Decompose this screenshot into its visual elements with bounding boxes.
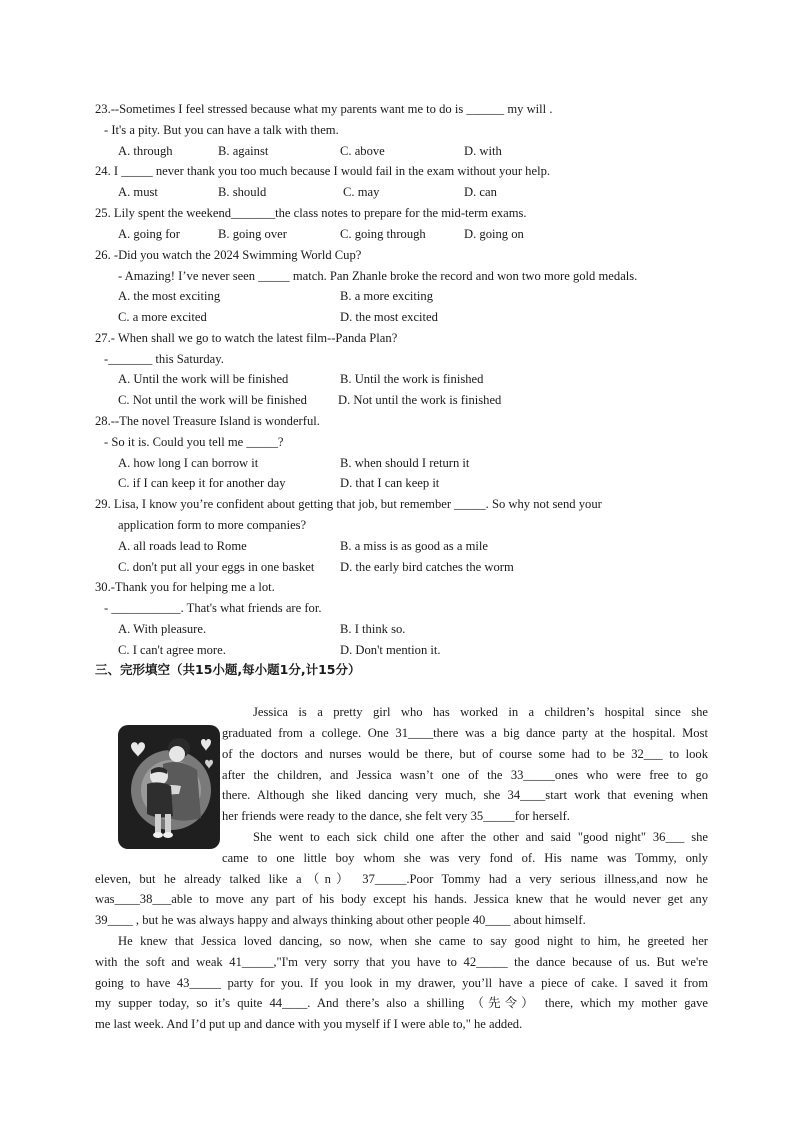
passage-line-5: there. Although she liked dancing very much, she 34____start work that evening when [222,788,708,802]
option-26c: C. a more excited [118,310,207,324]
passage-line-13: with the soft and weak 41_____,"I'm very sorry that you have to 42_____ the dance because of us. But we're [95,955,708,969]
option-24c: C. may [343,185,380,199]
question-27-reply: -_______ this Saturday. [104,352,224,366]
option-28a: A. how long I can borrow it [118,456,259,470]
option-25d: D. going on [464,227,524,241]
question-23-reply: - It's a pity. But you can have a talk with them. [104,123,339,137]
option-30b: B. I think so. [340,622,406,636]
option-27c: C. Not until the work will be finished [118,393,307,407]
question-26-reply: - Amazing! I’ve never seen _____ match. Pan Zhanle broke the record and won two more gold medals. [118,269,638,283]
option-23c: C. above [340,144,385,158]
question-23-text: 23.--Sometimes I feel stressed because what my parents want me to do is ______ my will . [95,102,553,116]
option-27b: B. Until the work is finished [340,372,484,386]
question-25-text: 25. Lily spent the weekend_______the class notes to prepare for the mid-term exams. [95,206,527,220]
option-29d: D. the early bird catches the worm [340,560,514,574]
passage-line-8: came to one little boy whom she was very fond of. His name was Tommy, only [222,851,708,865]
option-29c: C. don't put all your eggs in one basket [118,560,315,574]
option-30d: D. Don't mention it. [340,643,441,657]
passage-line-10: was____38___able to move any part of his body except his hands. Jessica knew that he would never get any [95,892,708,906]
question-24-text: 24. I _____ never thank you too much because I would fail in the exam without your help. [95,164,551,178]
option-25a: A. going for [118,227,180,241]
option-26a: A. the most exciting [118,289,221,303]
option-27d: D. Not until the work is finished [338,393,502,407]
question-28-text: 28.--The novel Treasure Island is wonderful. [95,414,320,428]
option-29a: A. all roads lead to Rome [118,539,247,553]
passage-line-11: 39____ , but he was always happy and always thinking about other people 40____ about himself. [95,913,586,927]
option-23a: A. through [118,144,173,158]
option-25b: B. going over [218,227,287,241]
option-24d: D. can [464,185,497,199]
passage-line-4: after the children, and Jessica wasn’t one of the 33_____ones who were free to go [222,768,708,782]
passage-line-1: Jessica is a pretty girl who has worked in a children’s hospital since she [253,705,708,719]
passage-line-16: me last week. And I’d put up and dance with you myself if I were able to," he added. [95,1017,523,1031]
passage-line-9: eleven, but he already talked like a（n） 37_____.Poor Tommy had a very serious illness,and now he [95,872,708,886]
option-26d: D. the most excited [340,310,438,324]
option-25c: C. going through [340,227,426,241]
question-29-text: 29. Lisa, I know you’re confident about getting that job, but remember _____. So why not send your [95,497,602,511]
question-26-text: 26. -Did you watch the 2024 Swimming World Cup? [95,248,362,262]
question-29-continuation: application form to more companies? [118,518,307,532]
passage-line-7: She went to each sick child one after the other and said "good night" 36___ she [253,830,708,844]
option-28b: B. when should I return it [340,456,470,470]
option-30c: C. I can't agree more. [118,643,226,657]
section-3-heading: 三、完形填空（共15小题,每小题1分,计15分） [95,662,361,677]
question-27-text: 27.- When shall we go to watch the latest film--Panda Plan? [95,331,398,345]
passage-line-15: my supper today, so it’s quite 44____. And there’s also a shilling （先令） there, which my mother gave [95,996,708,1010]
option-23d: D. with [464,144,502,158]
passage-line-12: He knew that Jessica loved dancing, so now, when she came to say good night to him, he greeted her [118,934,708,948]
passage-line-6: her friends were ready to the dance, she felt very 35_____for herself. [222,809,570,823]
question-28-reply: - So it is. Could you tell me _____? [104,435,284,449]
option-26b: B. a more exciting [340,289,434,303]
option-27a: A. Until the work will be finished [118,372,289,386]
option-28c: C. if I can keep it for another day [118,476,286,490]
option-23b: B. against [218,144,269,158]
option-24a: A. must [118,185,158,199]
option-30a: A. With pleasure. [118,622,207,636]
option-28d: D. that I can keep it [340,476,440,490]
question-30-reply: - ___________. That's what friends are for. [104,601,322,615]
question-30-text: 30.-Thank you for helping me a lot. [95,580,275,594]
passage-line-3: of the doctors and nurses would be there, but of course some had to be 32___ to look [222,747,708,761]
passage-line-14: going to have 43_____ party for you. If you look in my drawer, you’ll have a piece of cake. I saved it from [95,976,708,990]
passage-line-2: graduated from a college. One 31____there was a big dance party at the hospital. Most [222,726,708,740]
option-24b: B. should [218,185,267,199]
option-29b: B. a miss is as good as a mile [340,539,488,553]
mother-child-illustration-icon [117,724,221,850]
